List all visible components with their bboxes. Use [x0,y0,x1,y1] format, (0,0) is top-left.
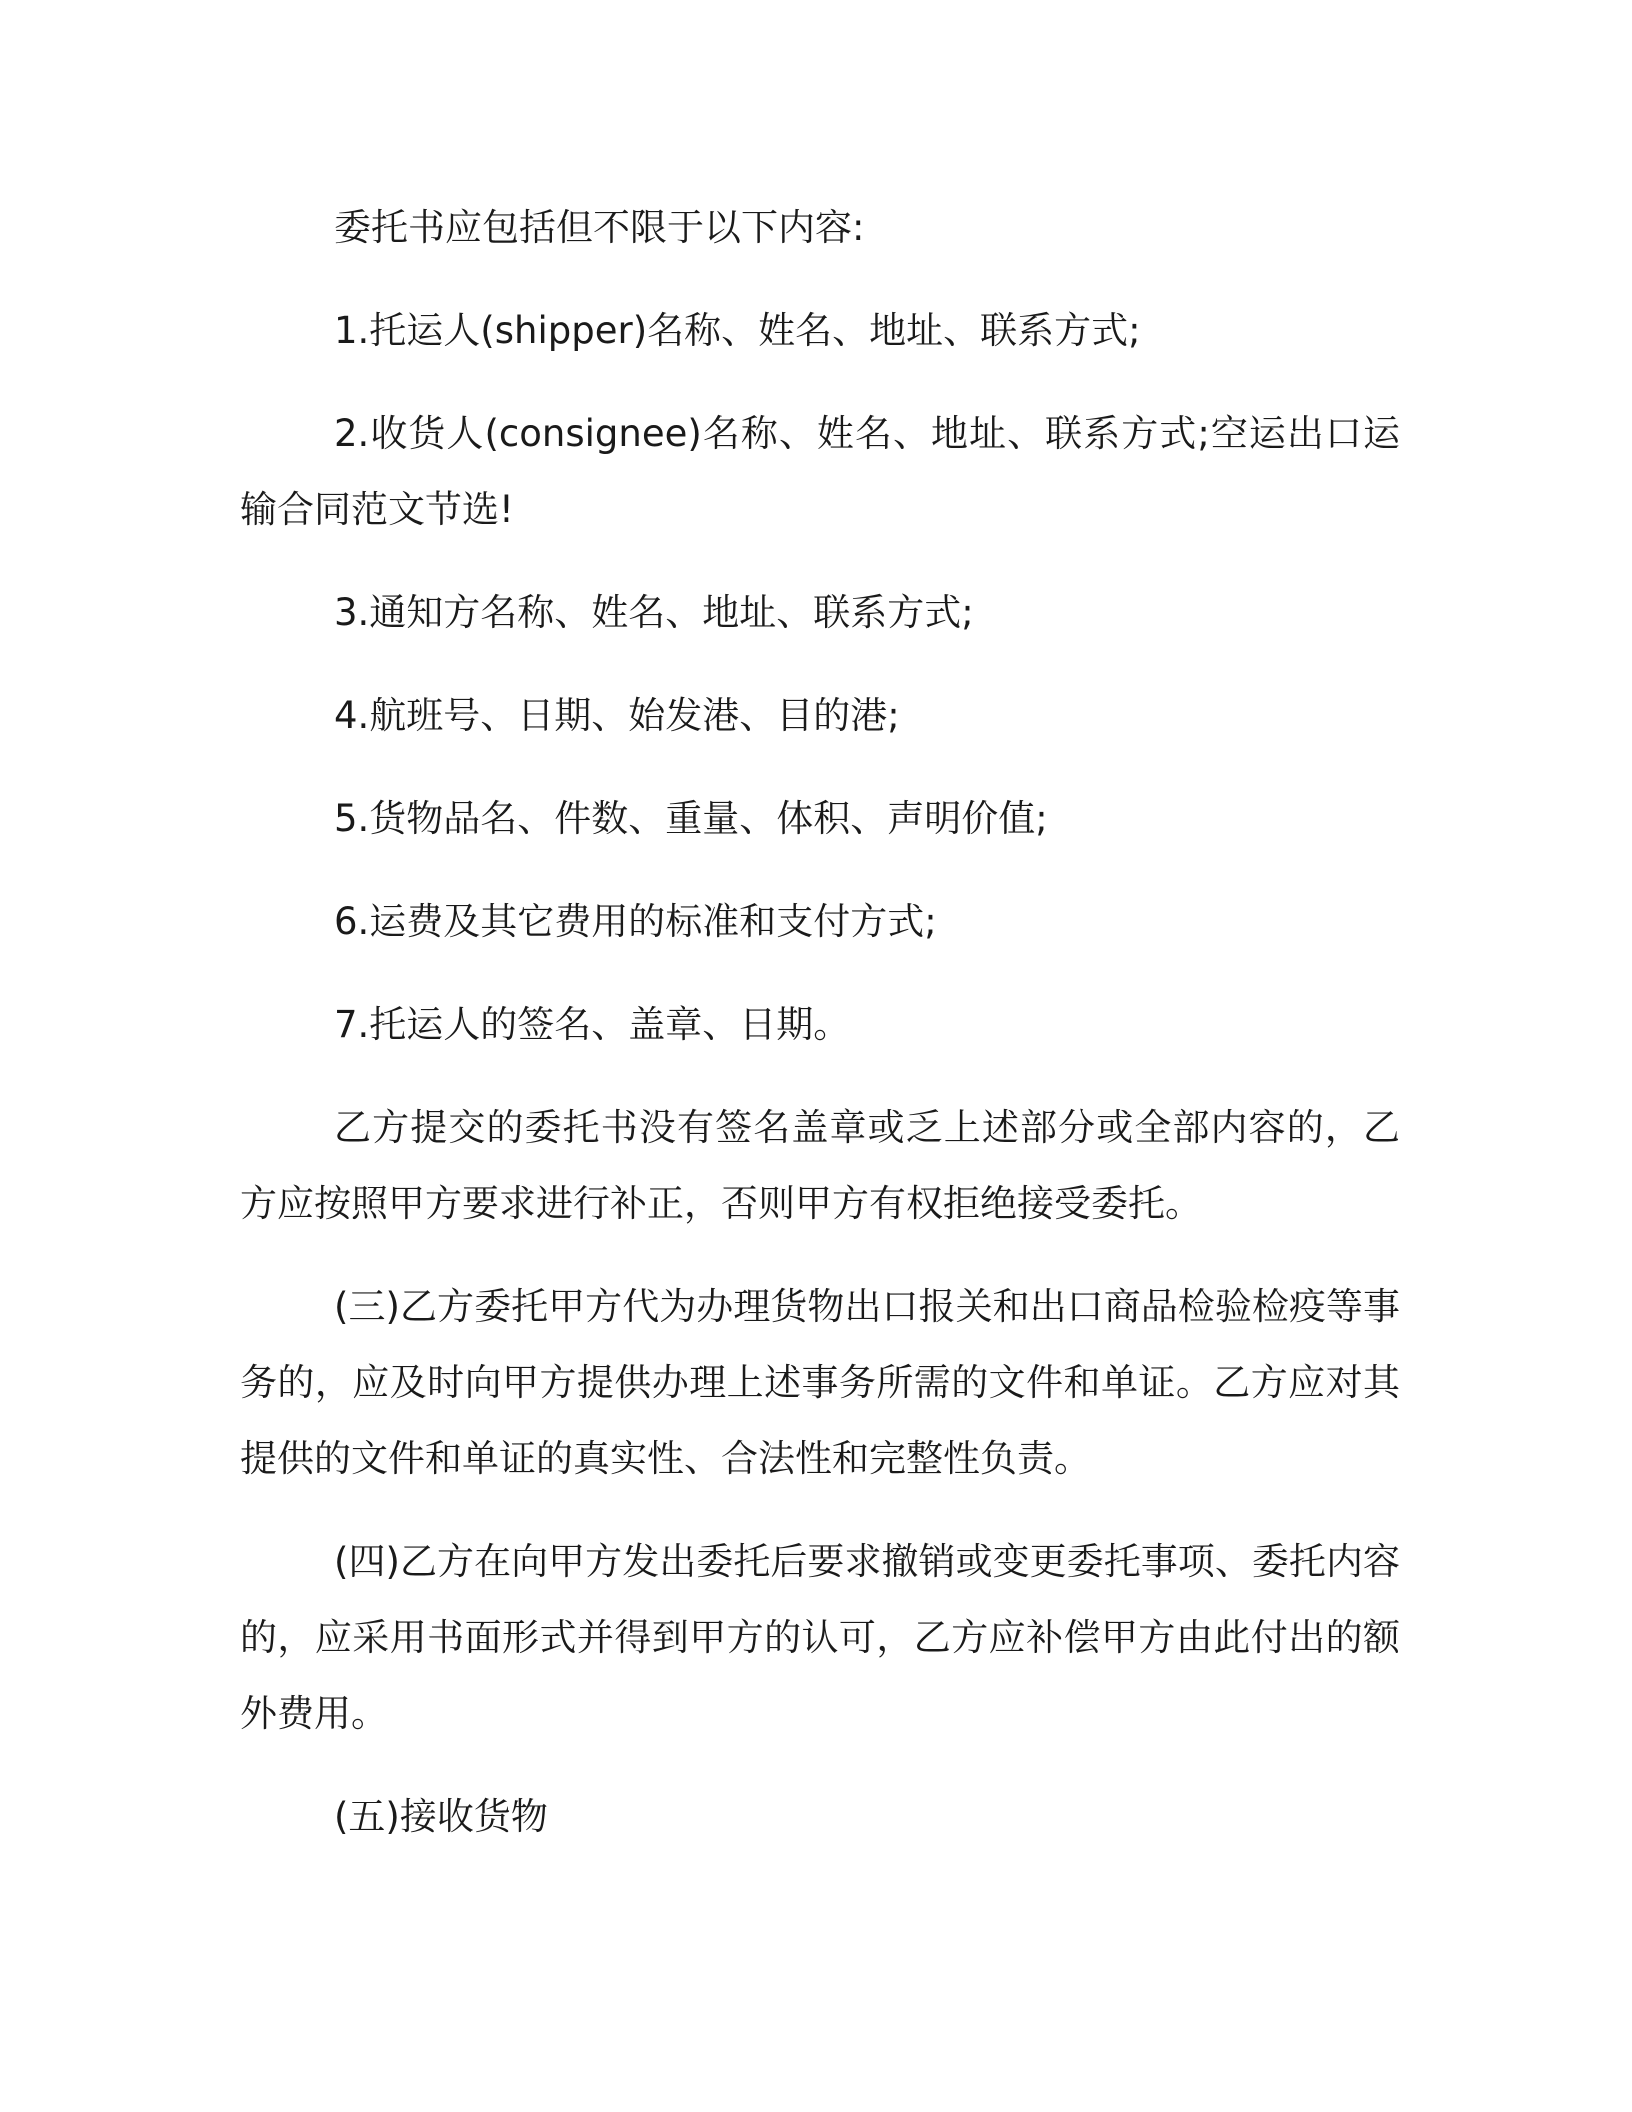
section-three-customs: (三)乙方委托甲方代为办理货物出口报关和出口商品检验检疫等事务的，应及时向甲方提供办理上述事务所需的文件和单证。乙方应对其提供的文件和单证的真实性、合法性和完整性负责。 [240,1285,1400,1480]
list-item-freight: 6.运费及其它费用的标准和支付方式; [334,900,937,943]
list-item-flight: 4.航班号、日期、始发港、目的港; [334,694,900,737]
paragraph-intro: 委托书应包括但不限于以下内容: [334,206,865,249]
section-four-revocation: (四)乙方在向甲方发出委托后要求撤销或变更委托事项、委托内容的，应采用书面形式并得到甲方的认可，乙方应补偿甲方由此付出的额外费用。 [240,1540,1400,1735]
section-five-heading: (五)接收货物 [334,1795,548,1838]
list-item-signature: 7.托运人的签名、盖章、日期。 [334,1003,851,1046]
list-item-notify-party: 3.通知方名称、姓名、地址、联系方式; [334,591,974,634]
list-item-goods: 5.货物品名、件数、重量、体积、声明价值; [334,797,1048,840]
paragraph-correction: 乙方提交的委托书没有签名盖章或乏上述部分或全部内容的，乙方应按照甲方要求进行补正，否则甲方有权拒绝接受委托。 [240,1106,1400,1225]
list-item-shipper: 1.托运人(shipper)名称、姓名、地址、联系方式; [334,309,1141,352]
document-body [240,190,1400,1882]
list-item-consignee: 2.收货人(consignee)名称、姓名、地址、联系方式;空运出口运输合同范文节选! [240,412,1400,531]
